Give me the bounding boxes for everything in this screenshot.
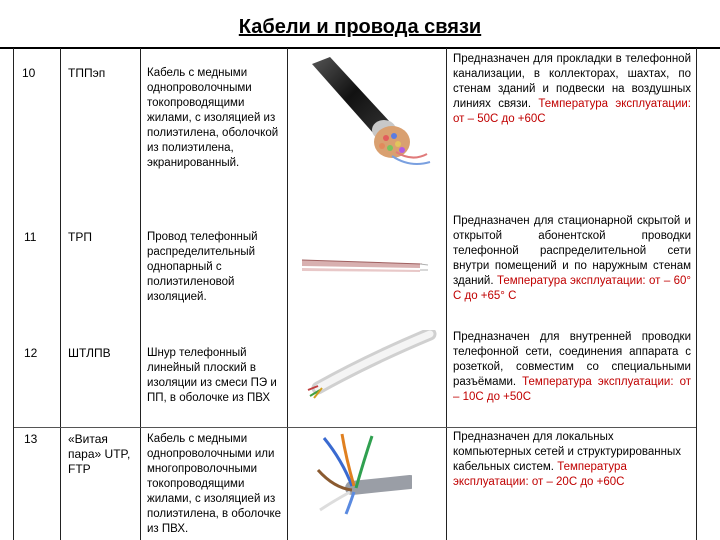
- column-divider: [60, 48, 61, 540]
- purpose-text: Предназначен для локальных компьютерных сетей и структурированных кабельных систем.: [453, 431, 681, 473]
- row-number: 11: [24, 230, 37, 244]
- row-purpose: [453, 330, 691, 405]
- column-divider: [446, 48, 447, 540]
- row-name: Кабель с медными однопроволочными токопроводящими жилами, с изоляцией из полиэтилена, оболочкой из полиэтилена, экранированный.: [147, 67, 279, 169]
- shtlpv-cord-icon: [298, 330, 438, 400]
- table-left-border: [13, 48, 14, 540]
- row-name: Кабель с медными однопроволочными или многопроволочными токопроводящими жилами, с изоляцией из полиэтилена, в оболочке из ПВХ.: [147, 433, 282, 535]
- row-code: ТРП: [68, 230, 92, 244]
- row-code: ТППэп: [68, 66, 106, 80]
- row-number: 12: [24, 346, 38, 360]
- row-number: 10: [22, 66, 36, 80]
- row-code: ШТЛПВ: [68, 346, 111, 360]
- purpose-text: Предназначен для внутренней проводки телефонной сети, соединения аппарата с розеткой, совместим со специальными разъёмами.: [453, 331, 691, 388]
- row-purpose: [453, 214, 691, 304]
- table-top-border: [0, 47, 720, 49]
- table-right-border: [696, 48, 697, 540]
- temperature-text: Температура эксплуатации: от – 60° С до +65° С: [453, 275, 691, 302]
- column-divider: [140, 48, 141, 540]
- page-title: Кабели и провода связи: [238, 16, 482, 38]
- tpp-cable-icon: [292, 52, 442, 172]
- purpose-text: Предназначен для прокладки в телефонной канализации, в коллекторах, шахтах, по стенам зданий и подвески на воздушных линиях связи.: [453, 53, 691, 110]
- row-name: Шнур телефонный линейный плоский в изоляции из смеси ПЭ и ПП, в оболочке из ПВХ: [147, 347, 277, 404]
- row-divider: [14, 427, 696, 428]
- row-purpose: [453, 52, 691, 127]
- row-name: Провод телефонный распределительный однопарный с полиэтиленовой изоляцией.: [147, 231, 258, 303]
- temperature-text: Температура эксплуатации: от – 20С до +60С: [453, 461, 627, 488]
- temperature-text: Температура эксплуатации: от – 10С до +50С: [453, 376, 691, 403]
- temperature-text: Температура эксплуатации: от – 50С до +60С: [453, 98, 691, 125]
- utp-cable-icon: [312, 430, 412, 515]
- row-purpose: [453, 430, 691, 490]
- column-divider: [287, 48, 288, 540]
- purpose-text: Предназначен для стационарной скрытой и открытой абонентской проводки телефонной распределительной сети внутри помещений и по наружным стенам зданий.: [453, 215, 691, 287]
- row-number: 13: [24, 432, 38, 446]
- row-code: «Витая пара» UTP, FTP: [68, 432, 131, 476]
- trp-wire-icon: [300, 250, 430, 280]
